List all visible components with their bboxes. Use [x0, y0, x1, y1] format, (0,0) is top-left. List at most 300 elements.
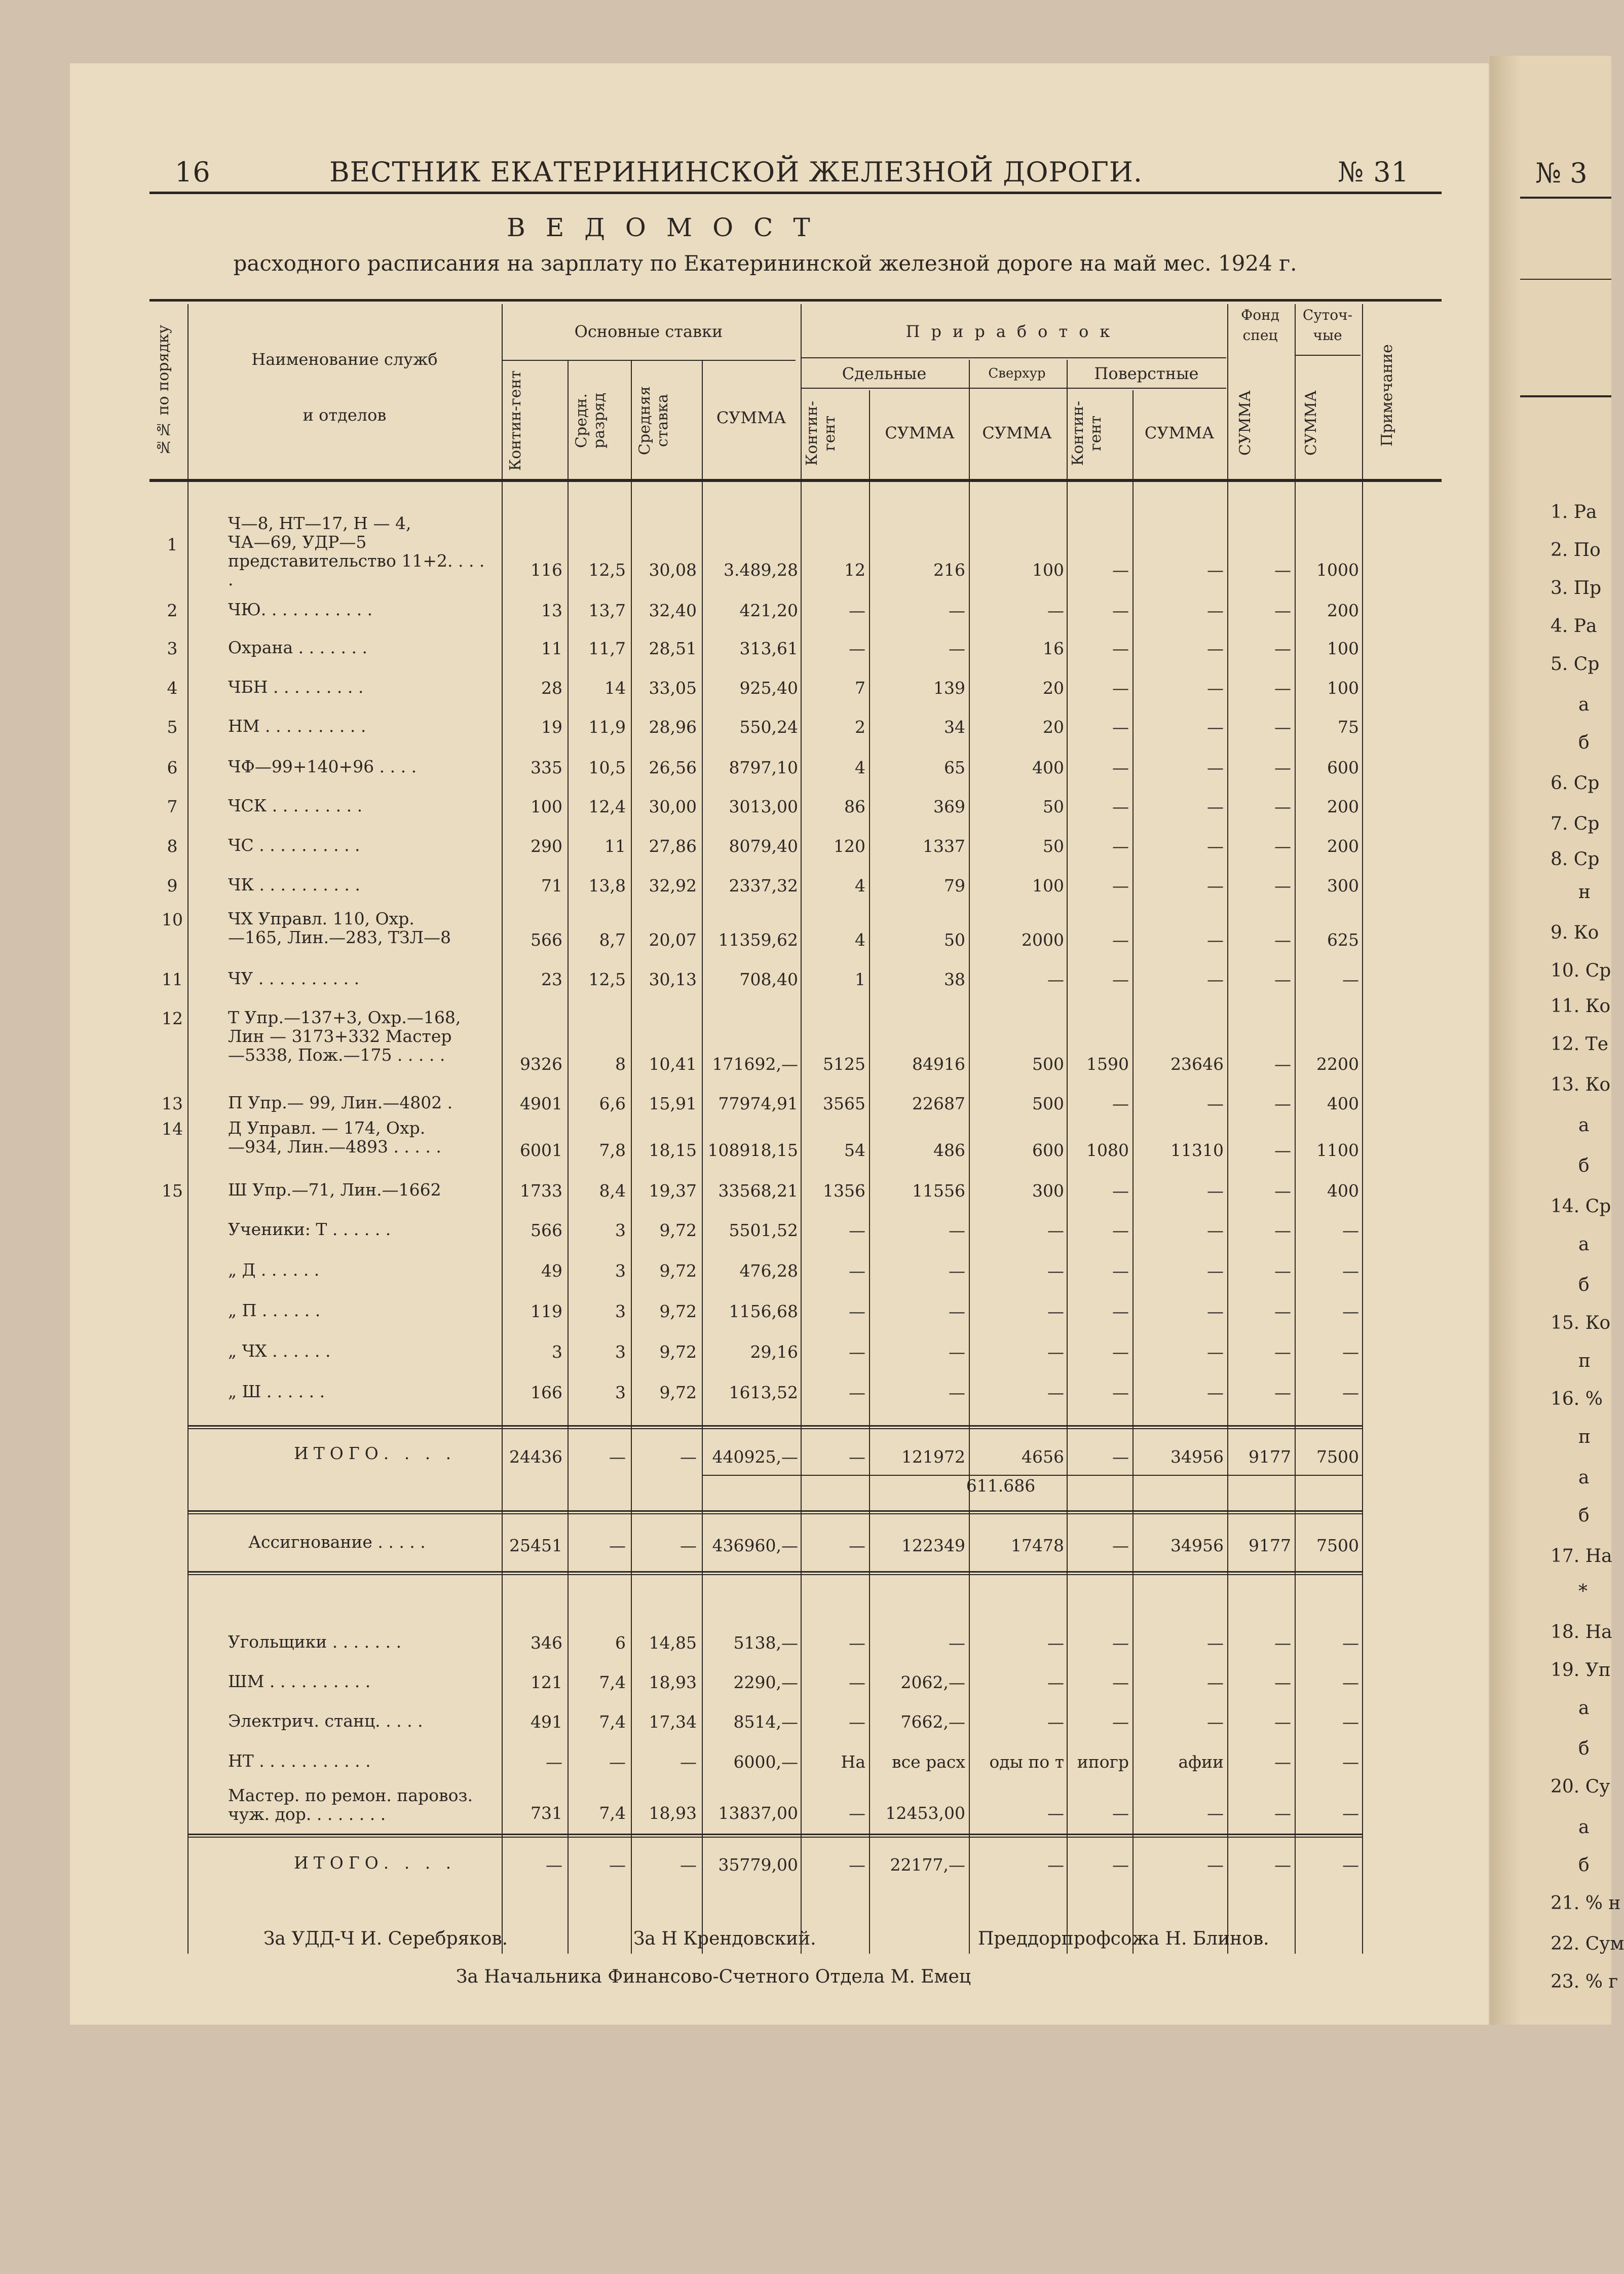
cell-f: —	[1274, 601, 1291, 620]
cell-k: —	[546, 1855, 562, 1875]
cell-f: —	[1274, 876, 1291, 896]
cell-ot: —	[1047, 1633, 1064, 1653]
cell-r: 8,4	[599, 1181, 626, 1201]
cell-k: 19	[541, 717, 562, 737]
row-number: 10	[162, 910, 183, 929]
row-name: Ш Упр.—71, Лин.—1662	[228, 1180, 441, 1200]
next-page-item: 15. Ко	[1551, 1313, 1611, 1333]
cell-hs: 34956	[1170, 1536, 1224, 1555]
header-avg-rate: Средняя ставка	[636, 386, 671, 456]
next-page-item: а	[1578, 694, 1590, 715]
cell-k: 121	[531, 1672, 562, 1692]
cell-hk: —	[1112, 1672, 1129, 1692]
row-name: „ Ш . . . . . .	[228, 1382, 325, 1401]
next-page-item: а	[1578, 1115, 1590, 1136]
row-rule	[187, 1513, 1362, 1514]
cell-k: 290	[531, 836, 562, 856]
cell-s: 28,51	[649, 639, 697, 658]
cell-s: 27,86	[649, 836, 697, 856]
cell-d: —	[1342, 1261, 1359, 1281]
row-name: ЧСК . . . . . . . . .	[228, 796, 363, 815]
cell-ps: 121972	[901, 1447, 965, 1467]
row-number: 5	[167, 717, 178, 737]
cell-pk: 3565	[823, 1094, 865, 1113]
cell-r: —	[609, 1855, 626, 1875]
cell-pk: —	[849, 1342, 865, 1362]
cell-pk: —	[849, 1536, 865, 1555]
cell-d: 7500	[1316, 1536, 1359, 1555]
cell-d: —	[1342, 1633, 1359, 1653]
signature-udd: За УДД-Ч И. Серебряков.	[263, 1928, 508, 1949]
row-name: ЧХ Управл. 110, Охр. —165, Лин.—283, ТЗЛ—8	[228, 909, 451, 947]
cell-hs: —	[1207, 1220, 1224, 1240]
cell-f: —	[1274, 1672, 1291, 1692]
cell-r: 7,4	[599, 1712, 626, 1732]
cell-r: 6,6	[599, 1094, 626, 1113]
cell-ps: 12453,00	[885, 1803, 965, 1823]
header-piece-sum: СУММА	[885, 423, 955, 442]
cell-d: —	[1342, 1752, 1359, 1772]
cell-ot: 50	[1043, 836, 1064, 856]
cell-k: 346	[531, 1633, 562, 1653]
row-name: „ ЧХ . . . . . .	[228, 1341, 331, 1361]
cell-hs: —	[1207, 1383, 1224, 1402]
next-page-item: 8. Ср	[1551, 849, 1600, 870]
cell-s: 19,37	[649, 1181, 697, 1201]
cell-hs: —	[1207, 836, 1224, 856]
header-overtime-sum: СУММА	[982, 423, 1052, 442]
cell-hk: —	[1112, 1803, 1129, 1823]
cell-sum: 550,24	[739, 717, 798, 737]
header-piece-contingent: Контин-гент	[803, 401, 839, 466]
cell-hs: —	[1207, 1094, 1224, 1113]
cell-hk: —	[1112, 1447, 1129, 1467]
cell-r: 6	[615, 1633, 626, 1653]
header-daily-2: чые	[1313, 327, 1342, 344]
row-number: 9	[167, 876, 178, 896]
next-page-item: б	[1578, 1155, 1590, 1176]
cell-s: 18,93	[649, 1672, 697, 1692]
header-hourly-contingent: Контин-гент	[1069, 401, 1105, 466]
cell-ps: 216	[933, 560, 965, 580]
cell-pk: —	[849, 1220, 865, 1240]
cell-d: 100	[1327, 639, 1359, 658]
next-page-item: 20. Су	[1551, 1776, 1610, 1797]
cell-pk: 86	[844, 797, 865, 816]
cell-sum: 33568,21	[718, 1181, 798, 1201]
cell-r: 7,8	[599, 1140, 626, 1160]
cell-f: —	[1274, 1301, 1291, 1321]
cell-hk: —	[1112, 1261, 1129, 1281]
header-fund-2: спец	[1242, 327, 1278, 344]
cell-r: 7,4	[599, 1803, 626, 1823]
cell-ps: 22687	[912, 1094, 965, 1113]
total-label: ИТОГО. . . .	[294, 1443, 457, 1463]
row-name: Д Управл. — 174, Охр. —934, Лин.—4893 . . . . .	[228, 1118, 441, 1157]
cell-hk: —	[1112, 560, 1129, 580]
cell-r: 8,7	[599, 930, 626, 950]
next-page-item: 13. Ко	[1551, 1074, 1611, 1095]
cell-s: 26,56	[649, 758, 697, 777]
cell-r: —	[609, 1752, 626, 1772]
row-name: Т Упр.—137+3, Охр.—168, Лин — 3173+332 Мастер —5338, Пож.—175 . . . . .	[228, 1008, 461, 1065]
cell-hk: —	[1112, 1712, 1129, 1732]
next-page-rule-2	[1520, 279, 1611, 280]
issue-number: № 31	[1338, 156, 1409, 188]
cell-ot: —	[1047, 1855, 1064, 1875]
next-page-item: 12. Те	[1551, 1034, 1609, 1055]
cell-ps: 65	[944, 758, 965, 777]
row-rule	[187, 1834, 1362, 1835]
cell-r: 12,5	[588, 970, 626, 989]
cell-f: —	[1274, 1342, 1291, 1362]
header-rule	[149, 192, 1442, 194]
cell-sum: 440925,—	[712, 1447, 798, 1467]
next-page-item: а	[1578, 1467, 1590, 1488]
header-note: Примечание	[1378, 344, 1396, 446]
cell-hk: —	[1112, 876, 1129, 896]
next-page-item: 6. Ср	[1551, 773, 1600, 794]
cell-sum: 35779,00	[718, 1855, 798, 1875]
cell-hk: —	[1112, 717, 1129, 737]
cell-ot: 20	[1043, 717, 1064, 737]
next-page-item: 7. Ср	[1551, 813, 1600, 834]
row-name: „ Д . . . . . .	[228, 1260, 320, 1280]
cell-f: —	[1274, 639, 1291, 658]
cell-k: 23	[541, 970, 562, 989]
cell-k: 24436	[509, 1447, 562, 1467]
cell-s: 32,40	[649, 601, 697, 620]
cell-s: 18,15	[649, 1140, 697, 1160]
cell-ot: —	[1047, 1383, 1064, 1402]
header-avg-grade: Средн. разряд	[573, 392, 608, 449]
cell-hs: —	[1207, 1672, 1224, 1692]
cell-s: 18,93	[649, 1803, 697, 1823]
cell-pk: —	[849, 1383, 865, 1402]
next-page-item: 10. Ср	[1551, 960, 1611, 981]
cell-ot: 500	[1032, 1054, 1064, 1074]
signature-n: За Н Крендовский.	[633, 1928, 816, 1949]
cell-hk: —	[1112, 758, 1129, 777]
cell-pk: —	[849, 1672, 865, 1692]
cell-hk: —	[1112, 1383, 1129, 1402]
cell-pk: На	[841, 1752, 865, 1772]
header-daily-1: Суточ-	[1302, 307, 1353, 323]
cell-s: 9,72	[659, 1261, 697, 1281]
cell-pk: 120	[834, 836, 865, 856]
cell-ot: 100	[1032, 876, 1064, 896]
cell-r: 11,7	[588, 639, 626, 658]
cell-r: 3	[615, 1383, 626, 1402]
next-page-item: 14. Ср	[1551, 1196, 1611, 1217]
cell-s: 9,72	[659, 1383, 697, 1402]
cell-s: 17,34	[649, 1712, 697, 1732]
cell-k: 49	[541, 1261, 562, 1281]
cell-ps: 486	[933, 1140, 965, 1160]
header-fund-sum: СУММА	[1236, 390, 1254, 456]
header-name-1: Наименование служб	[251, 350, 438, 369]
cell-d: 600	[1327, 758, 1359, 777]
cell-sum: 2337,32	[729, 876, 798, 896]
cell-ot: 500	[1032, 1094, 1064, 1113]
cell-k: 25451	[509, 1536, 562, 1555]
cell-d: 1000	[1316, 560, 1359, 580]
cell-ot: 17478	[1011, 1536, 1064, 1555]
next-page-item: 23. % г	[1551, 1971, 1618, 1992]
row-number: 7	[167, 797, 178, 816]
cell-sum: 3.489,28	[724, 560, 798, 580]
cell-d: —	[1342, 1855, 1359, 1875]
cell-pk: —	[849, 1301, 865, 1321]
cell-d: 200	[1327, 797, 1359, 816]
header-name-2: и отделов	[303, 405, 387, 425]
cell-hs: —	[1207, 1712, 1224, 1732]
cell-pk: —	[849, 1447, 865, 1467]
cell-k: 335	[531, 758, 562, 777]
next-page-issue: № 3	[1535, 157, 1588, 189]
next-page-item: 16. %	[1551, 1389, 1603, 1409]
row-name: ЧУ . . . . . . . . . .	[228, 968, 360, 988]
cell-ps: 34	[944, 717, 965, 737]
cell-sum: 108918,15	[707, 1140, 798, 1160]
row-rule	[187, 1428, 1362, 1429]
cell-sum: 476,28	[739, 1261, 798, 1281]
row-rule	[187, 1510, 1362, 1512]
row-number: 3	[167, 639, 178, 658]
cell-d: 400	[1327, 1181, 1359, 1201]
next-page-rule-1	[1520, 197, 1611, 199]
cell-f: —	[1274, 1752, 1291, 1772]
cell-hs: —	[1207, 678, 1224, 698]
cell-s: 30,00	[649, 797, 697, 816]
cell-r: 14	[605, 678, 626, 698]
cell-sum: 2290,—	[733, 1672, 798, 1692]
cell-f: —	[1274, 1261, 1291, 1281]
cell-d: —	[1342, 1342, 1359, 1362]
cell-ot: 400	[1032, 758, 1064, 777]
cell-k: 566	[531, 930, 562, 950]
cell-r: 3	[615, 1301, 626, 1321]
cell-pk: 1356	[823, 1181, 865, 1201]
cell-f: 9177	[1249, 1447, 1291, 1467]
cell-k: 6001	[520, 1140, 562, 1160]
cell-hs: —	[1207, 1633, 1224, 1653]
assignment-label: Ассигнование . . . . .	[248, 1532, 426, 1552]
cell-d: —	[1342, 1672, 1359, 1692]
row-number: 6	[167, 758, 178, 777]
cell-f: —	[1274, 560, 1291, 580]
total-label: ИТОГО. . . .	[294, 1853, 457, 1873]
table-top-rule	[149, 299, 1442, 302]
column-line	[1295, 304, 1296, 1954]
cell-hs: —	[1207, 1803, 1224, 1823]
cell-sum: 29,16	[750, 1342, 798, 1362]
cell-f: —	[1274, 1383, 1291, 1402]
cell-k: —	[546, 1752, 562, 1772]
cell-d: 1100	[1316, 1140, 1359, 1160]
next-page-item: а	[1578, 1234, 1590, 1255]
cell-ps: 79	[944, 876, 965, 896]
cell-ps: 7662,—	[900, 1712, 965, 1732]
cell-f: —	[1274, 1054, 1291, 1074]
header-daily-line	[1295, 355, 1361, 356]
cell-r: 3	[615, 1220, 626, 1240]
row-name: Электрич. станц. . . . .	[228, 1711, 423, 1731]
cell-hk: —	[1112, 601, 1129, 620]
cell-ot: 16	[1043, 639, 1064, 658]
cell-pk: 4	[855, 876, 865, 896]
next-page-item: б	[1578, 1738, 1590, 1759]
cell-s: 33,05	[649, 678, 697, 698]
cell-hs: —	[1207, 970, 1224, 989]
cell-d: 2200	[1316, 1054, 1359, 1074]
column-line	[1362, 304, 1363, 1954]
cell-sum: 925,40	[739, 678, 798, 698]
row-number: 15	[162, 1181, 183, 1201]
cell-s: —	[680, 1536, 697, 1555]
next-page-item: 11. Ко	[1551, 996, 1611, 1017]
cell-f: —	[1274, 797, 1291, 816]
cell-f: —	[1274, 1633, 1291, 1653]
next-page-item: 2. По	[1551, 540, 1601, 561]
next-page-item: 3. Пр	[1551, 578, 1602, 599]
row-rule	[187, 1574, 1362, 1575]
cell-pk: 2	[855, 717, 865, 737]
cell-k: 71	[541, 876, 562, 896]
cell-ot: 300	[1032, 1181, 1064, 1201]
document-title: ВЕДОМОСТ	[507, 213, 830, 242]
cell-hs: —	[1207, 1181, 1224, 1201]
cell-k: 731	[531, 1803, 562, 1823]
row-rule	[187, 1571, 1362, 1573]
cell-r: —	[609, 1447, 626, 1467]
cell-ps: 22177,—	[890, 1855, 965, 1875]
cell-sum: 8797,10	[729, 758, 798, 777]
row-name: Ч—8, НТ—17, Н — 4, ЧА—69, УДР—5 представительство 11+2. . . . .	[228, 513, 485, 589]
cell-sum: 6000,—	[733, 1752, 798, 1772]
next-page-item: *	[1578, 1581, 1588, 1602]
cell-f: —	[1274, 1140, 1291, 1160]
cell-r: 11,9	[588, 717, 626, 737]
column-line	[1067, 360, 1068, 1954]
cell-sum: 708,40	[739, 970, 798, 989]
cell-hk: —	[1112, 1094, 1129, 1113]
cell-ps: —	[949, 639, 965, 658]
cell-s: 9,72	[659, 1301, 697, 1321]
cell-ot: —	[1047, 1261, 1064, 1281]
next-page-item: н	[1578, 882, 1591, 903]
cell-ot: —	[1047, 1712, 1064, 1732]
cell-k: 116	[531, 560, 562, 580]
next-page-item: б	[1578, 1275, 1590, 1295]
cell-f: —	[1274, 970, 1291, 989]
cell-pk: 54	[844, 1140, 865, 1160]
row-name: НМ . . . . . . . . . .	[228, 716, 366, 736]
cell-f: —	[1274, 930, 1291, 950]
cell-pk: —	[849, 639, 865, 658]
cell-d: 400	[1327, 1094, 1359, 1113]
cell-f: —	[1274, 1712, 1291, 1732]
row-number: 2	[167, 601, 178, 620]
next-page-item: б	[1578, 1505, 1590, 1526]
cell-pk: —	[849, 1855, 865, 1875]
cell-hs: —	[1207, 1342, 1224, 1362]
column-line	[502, 304, 503, 1954]
cell-s: —	[680, 1855, 697, 1875]
column-line	[801, 304, 802, 1954]
cell-d: —	[1342, 970, 1359, 989]
header-contingent: Контин-гент	[507, 370, 524, 471]
cell-sum: 5501,52	[729, 1220, 798, 1240]
cell-ps: —	[949, 1261, 965, 1281]
cell-k: 28	[541, 678, 562, 698]
next-page-item: а	[1578, 1698, 1590, 1719]
header-extra-group: Приработок	[905, 322, 1121, 341]
cell-s: 30,13	[649, 970, 697, 989]
cell-ps: —	[949, 1633, 965, 1653]
cell-hs: 34956	[1170, 1447, 1224, 1467]
cell-d: —	[1342, 1220, 1359, 1240]
cell-k: 9326	[520, 1054, 562, 1074]
cell-ps: —	[949, 1220, 965, 1240]
cell-hs: 11310	[1170, 1140, 1224, 1160]
cell-hs: афии	[1178, 1752, 1224, 1772]
header-hourly-sum: СУММА	[1144, 423, 1215, 442]
signature-union: Преддорпрофсожа Н. Блинов.	[978, 1928, 1269, 1949]
journal-title: ВЕСТНИК ЕКАТЕРИНИНСКОЙ ЖЕЛЕЗНОЙ ДОРОГИ.	[329, 156, 1143, 188]
signature-finance: За Начальника Финансово-Счетного Отдела М. Емец	[456, 1966, 971, 1987]
cell-sum: 1613,52	[729, 1383, 798, 1402]
cell-k: 566	[531, 1220, 562, 1240]
cell-r: 3	[615, 1342, 626, 1362]
cell-ps: 84916	[912, 1054, 965, 1074]
header-overtime: Сверхур	[988, 366, 1046, 381]
cell-pk: 4	[855, 930, 865, 950]
cell-ps: 50	[944, 930, 965, 950]
cell-d: 75	[1338, 717, 1359, 737]
cell-r: 7,4	[599, 1672, 626, 1692]
cell-ot: —	[1047, 1803, 1064, 1823]
cell-pk: —	[849, 1712, 865, 1732]
cell-r: 10,5	[588, 758, 626, 777]
next-page-item: п	[1578, 1427, 1591, 1447]
cell-f: —	[1274, 836, 1291, 856]
row-name: „ П . . . . . .	[228, 1300, 321, 1320]
cell-ot: 600	[1032, 1140, 1064, 1160]
cell-hk: —	[1112, 970, 1129, 989]
cell-k: 1733	[520, 1181, 562, 1201]
cell-hs: —	[1207, 601, 1224, 620]
cell-sum: 421,20	[739, 601, 798, 620]
row-name: ЧС . . . . . . . . . .	[228, 835, 360, 855]
cell-s: 14,85	[649, 1633, 697, 1653]
cell-s: 20,07	[649, 930, 697, 950]
next-page-item: 18. На	[1551, 1622, 1612, 1643]
cell-s: 9,72	[659, 1220, 697, 1240]
cell-hs: —	[1207, 1855, 1224, 1875]
cell-pk: 7	[855, 678, 865, 698]
cell-f: —	[1274, 717, 1291, 737]
cell-hk: —	[1112, 1342, 1129, 1362]
cell-hk: —	[1112, 1855, 1129, 1875]
cell-pk: —	[849, 1261, 865, 1281]
cell-ot: 4656	[1022, 1447, 1064, 1467]
cell-k: 3	[552, 1342, 562, 1362]
cell-hk: —	[1112, 836, 1129, 856]
page-fold-shadow	[1490, 56, 1520, 2025]
cell-f: 9177	[1249, 1536, 1291, 1555]
cell-k: 491	[531, 1712, 562, 1732]
